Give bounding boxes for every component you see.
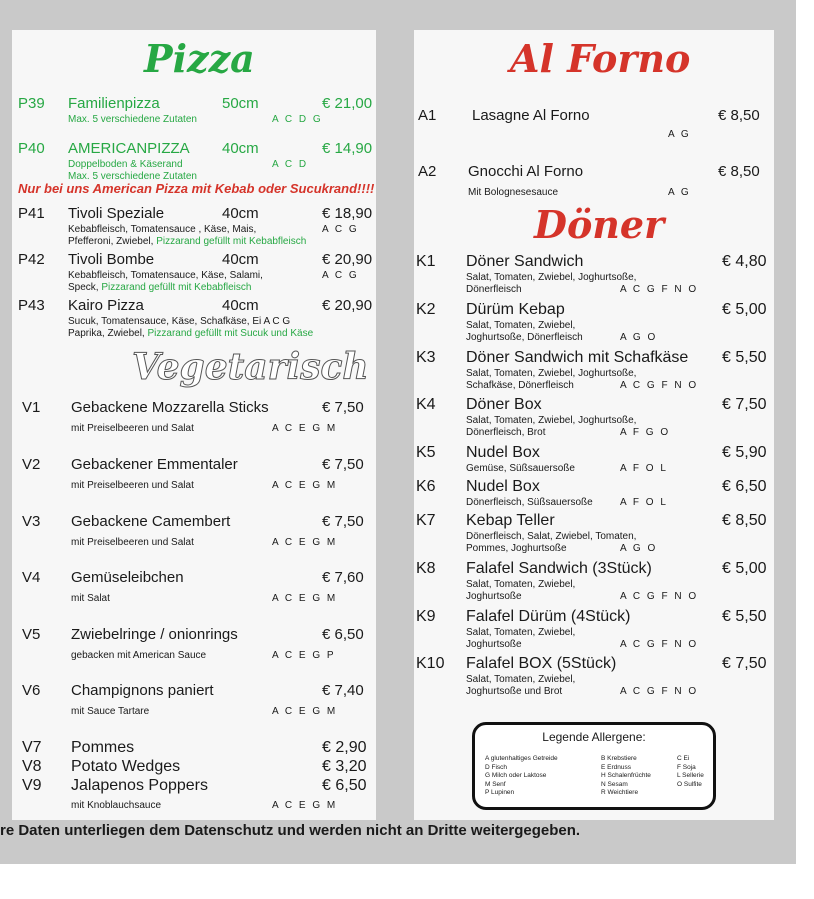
- item-name: Gnocchi Al Forno: [468, 163, 584, 180]
- item-allergens: A C E G P: [272, 650, 336, 661]
- desc-highlight: Pizzarand gefüllt mit Sucuk und Käse: [147, 328, 314, 339]
- item-code: K10: [416, 655, 445, 672]
- item-price: € 5,50: [722, 349, 767, 366]
- item-price: € 18,90: [322, 205, 373, 222]
- item-price: € 6,50: [322, 626, 364, 643]
- item-code: K2: [416, 301, 436, 318]
- legend-entry: L Sellerie: [677, 772, 704, 779]
- item-description: Mit Bolognesesauce: [468, 187, 559, 198]
- item-code: V2: [22, 456, 41, 473]
- item-code: V6: [22, 682, 41, 699]
- desc-text: Speck,: [68, 282, 99, 293]
- item-allergens: A C D G: [272, 114, 323, 125]
- item-description-2: Joghurtsoße, Dönerfleisch: [466, 332, 583, 343]
- legend-entry: B Krebstiere: [601, 755, 637, 762]
- item-description: Salat, Tomaten, Zwiebel,: [466, 320, 576, 331]
- item-description-2: Dönerfleisch: [466, 284, 522, 295]
- item-description: Max. 5 verschiedene Zutaten: [68, 114, 197, 125]
- item-price: € 6,50: [322, 777, 367, 794]
- item-price: € 7,50: [322, 513, 364, 530]
- item-name: Nudel Box: [466, 478, 540, 495]
- item-name: Falafel BOX (5Stück): [466, 655, 617, 672]
- item-description: Kebabfleisch, Tomatensauce, Käse, Salami,: [68, 270, 263, 281]
- item-code: K7: [416, 512, 436, 529]
- item-code: A1: [418, 107, 437, 124]
- item-code: K4: [416, 396, 436, 413]
- item-price: € 7,50: [722, 396, 767, 413]
- item-allergens: A C G F N O: [620, 284, 699, 295]
- item-size: 40cm: [222, 251, 259, 268]
- item-price: € 20,90: [322, 251, 373, 268]
- item-description: Gemüse, Süßsauersoße: [466, 463, 575, 474]
- item-allergens: A C E G M: [272, 480, 338, 491]
- legend-entry: P Lupinen: [485, 789, 515, 796]
- item-name: Potato Wedges: [71, 758, 181, 775]
- item-price: € 14,90: [322, 140, 373, 157]
- item-name: Döner Box: [466, 396, 542, 413]
- item-allergens: A C G F N O: [620, 380, 699, 391]
- item-code: P40: [18, 140, 45, 157]
- item-name: Döner Sandwich: [466, 253, 584, 270]
- legend-entry: F Soja: [677, 763, 696, 771]
- item-allergens: A C D: [272, 159, 309, 170]
- item-name: Tivoli Speziale: [68, 205, 165, 222]
- legend-entry: R Weichtiere: [601, 789, 639, 796]
- left-menu-panel: [12, 30, 376, 820]
- item-price: € 20,90: [322, 297, 373, 314]
- item-description: mit Sauce Tartare: [71, 706, 150, 717]
- item-description: Salat, Tomaten, Zwiebel,: [466, 579, 576, 590]
- item-description-2: [68, 282, 251, 294]
- item-code: K8: [416, 560, 436, 577]
- legend-entry: H Schalenfrüchte: [601, 772, 651, 779]
- legend-entry: E Erdnuss: [601, 763, 631, 771]
- desc-text: Pfefferoni, Zwiebel,: [68, 236, 154, 247]
- item-description-2: Joghurtsoße: [466, 639, 522, 650]
- item-description: Salat, Tomaten, Zwiebel, Joghurtsoße,: [466, 415, 637, 426]
- item-description: Salat, Tomaten, Zwiebel, Joghurtsoße,: [466, 368, 637, 379]
- item-name: Gemüseleibchen: [71, 569, 184, 586]
- item-name: Pommes: [71, 739, 135, 756]
- item-allergens: A G O: [620, 543, 658, 554]
- item-price: € 2,90: [322, 739, 367, 756]
- item-code: V3: [22, 513, 41, 530]
- item-allergens: A G O: [620, 332, 658, 343]
- allergen-legend: [472, 722, 716, 810]
- item-description-2: [68, 328, 313, 340]
- item-description-2: Dönerfleisch, Brot: [466, 427, 546, 438]
- item-code: V5: [22, 626, 41, 643]
- item-allergens: A F O L: [620, 497, 668, 508]
- item-size: 40cm: [222, 140, 259, 157]
- legend-entry: D Fisch: [485, 763, 508, 771]
- pizza-heading: Pizza: [144, 36, 255, 81]
- item-description-2: Pommes, Joghurtsoße: [466, 543, 567, 554]
- item-code: K5: [416, 444, 436, 461]
- item-size: 40cm: [222, 205, 259, 222]
- item-allergens: A F G O: [620, 427, 671, 438]
- item-price: € 5,00: [722, 301, 767, 318]
- item-name: Döner Sandwich mit Schafkäse: [466, 349, 689, 366]
- legend-column-1: [485, 755, 558, 798]
- item-price: € 7,50: [722, 655, 767, 672]
- promo-banner: Nur bei uns American Pizza mit Kebab oder Sucukrand!!!!: [18, 181, 375, 196]
- item-description: Dönerfleisch, Salat, Zwiebel, Tomaten,: [466, 531, 637, 542]
- item-price: € 8,50: [718, 163, 760, 180]
- item-name: AMERICANPIZZA: [68, 140, 190, 157]
- item-name: Tivoli Bombe: [68, 251, 155, 268]
- item-code: V7: [22, 739, 42, 756]
- item-price: € 7,40: [322, 682, 364, 699]
- item-allergens: A C G F N O: [620, 591, 699, 602]
- item-code: P39: [18, 95, 45, 112]
- item-description: mit Preiselbeeren und Salat: [71, 537, 194, 548]
- item-price: € 5,90: [722, 444, 767, 461]
- item-description-2: Joghurtsoße und Brot: [466, 686, 563, 697]
- item-allergens: A C E G M: [272, 706, 338, 717]
- item-description-2: Joghurtsoße: [466, 591, 522, 602]
- item-description: mit Knoblauchsauce: [71, 800, 162, 811]
- item-code: K6: [416, 478, 436, 495]
- item-name: Falafel Sandwich (3Stück): [466, 560, 652, 577]
- item-allergens: A C E G M: [272, 593, 338, 604]
- item-allergens: A C E G M: [272, 537, 338, 548]
- item-description: Salat, Tomaten, Zwiebel,: [466, 627, 576, 638]
- item-price: € 8,50: [718, 107, 760, 124]
- item-price: € 8,50: [722, 512, 767, 529]
- item-name: Falafel Dürüm (4Stück): [466, 608, 631, 625]
- legend-entry: O Sulfite: [677, 780, 702, 788]
- desc-highlight: Pizzarand gefüllt mit Kebabfleisch: [101, 282, 252, 293]
- item-name: Zwiebelringe / onionrings: [71, 626, 238, 643]
- item-name: Lasagne Al Forno: [472, 107, 590, 124]
- item-description: mit Preiselbeeren und Salat: [71, 480, 194, 491]
- item-allergens: A G: [668, 187, 691, 198]
- desc-highlight: Pizzarand gefüllt mit Kebabfleisch: [156, 236, 307, 247]
- item-description-2: Max. 5 verschiedene Zutaten: [68, 171, 197, 182]
- legend-entry: A glutenhaltiges Getreide: [485, 755, 558, 762]
- item-code: K3: [416, 349, 436, 366]
- legend-title: Legende Allergene:: [542, 730, 646, 744]
- item-description-2: Schafkäse, Dönerfleisch: [466, 380, 574, 391]
- item-size: 40cm: [222, 297, 259, 314]
- item-price: € 7,50: [322, 399, 364, 416]
- item-code: K9: [416, 608, 436, 625]
- item-name: Nudel Box: [466, 444, 540, 461]
- item-size: 50cm: [222, 95, 259, 112]
- alforno-heading: Al Forno: [510, 36, 691, 81]
- item-price: € 5,00: [722, 560, 767, 577]
- item-allergens: A C E G M: [272, 800, 338, 811]
- item-code: A2: [418, 163, 437, 180]
- item-allergens: A C G F N O: [620, 686, 699, 697]
- item-description: mit Preiselbeeren und Salat: [71, 423, 194, 434]
- item-price: € 7,60: [322, 569, 364, 586]
- item-allergens: A C G F N O: [620, 639, 699, 650]
- legend-entry: G Milch oder Laktose: [485, 772, 547, 779]
- right-menu-panel: [414, 30, 774, 820]
- item-name: Jalapenos Poppers: [71, 777, 208, 794]
- item-description: Salat, Tomaten, Zwiebel, Joghurtsoße,: [466, 272, 637, 283]
- item-allergens: A C G: [322, 224, 359, 235]
- item-name: Gebackene Mozzarella Sticks: [71, 399, 269, 416]
- item-description: Kebabfleisch, Tomatensauce , Käse, Mais,: [68, 224, 257, 235]
- item-description: Sucuk, Tomatensauce, Käse, Schafkäse, Ei A C G: [68, 316, 291, 327]
- item-price: € 4,80: [722, 253, 767, 270]
- item-code: K1: [416, 253, 436, 270]
- item-price: € 7,50: [322, 456, 364, 473]
- legend-entry: M Senf: [485, 780, 506, 788]
- item-allergens: A C G: [322, 270, 359, 281]
- item-code: V4: [22, 569, 41, 586]
- item-name: Gebackener Emmentaler: [71, 456, 238, 473]
- item-name: Gebackene Camembert: [71, 513, 231, 530]
- item-allergens: A C E G M: [272, 423, 338, 434]
- legend-column-2: [601, 755, 651, 798]
- item-description: Dönerfleisch, Süßsauersoße: [466, 497, 593, 508]
- item-code: P43: [18, 297, 45, 314]
- item-allergens: A G: [668, 129, 691, 140]
- privacy-footer: re Daten unterliegen dem Datenschutz und werden nicht an Dritte weitergegeben.: [0, 822, 581, 839]
- legend-entry: N Sesam: [601, 780, 628, 788]
- item-code: V8: [22, 758, 42, 775]
- item-description: mit Salat: [71, 593, 110, 604]
- item-price: € 21,00: [322, 95, 373, 112]
- legend-entry: C Ei: [677, 755, 690, 762]
- item-code: V9: [22, 777, 42, 794]
- item-description: gebacken mit American Sauce: [71, 650, 207, 661]
- desc-text: Paprika, Zwiebel,: [68, 328, 145, 339]
- item-price: € 6,50: [722, 478, 767, 495]
- item-allergens: A F O L: [620, 463, 668, 474]
- item-code: P42: [18, 251, 45, 268]
- item-description: Doppelboden & Käserand: [68, 159, 183, 170]
- item-price: € 5,50: [722, 608, 767, 625]
- doener-heading: Döner: [534, 202, 665, 247]
- item-description-2: [68, 236, 306, 248]
- item-name: Dürüm Kebap: [466, 301, 565, 318]
- item-name: Champignons paniert: [71, 682, 214, 699]
- legend-column-3: [677, 755, 704, 789]
- item-code: P41: [18, 205, 45, 222]
- item-description: Salat, Tomaten, Zwiebel,: [466, 674, 576, 685]
- item-name: Kairo Pizza: [68, 297, 144, 314]
- item-name: Kebap Teller: [466, 512, 555, 529]
- item-price: € 3,20: [322, 758, 367, 775]
- item-name: Familienpizza: [68, 95, 160, 112]
- item-code: V1: [22, 399, 41, 416]
- vegetarisch-heading: Vegetarisch: [132, 346, 369, 388]
